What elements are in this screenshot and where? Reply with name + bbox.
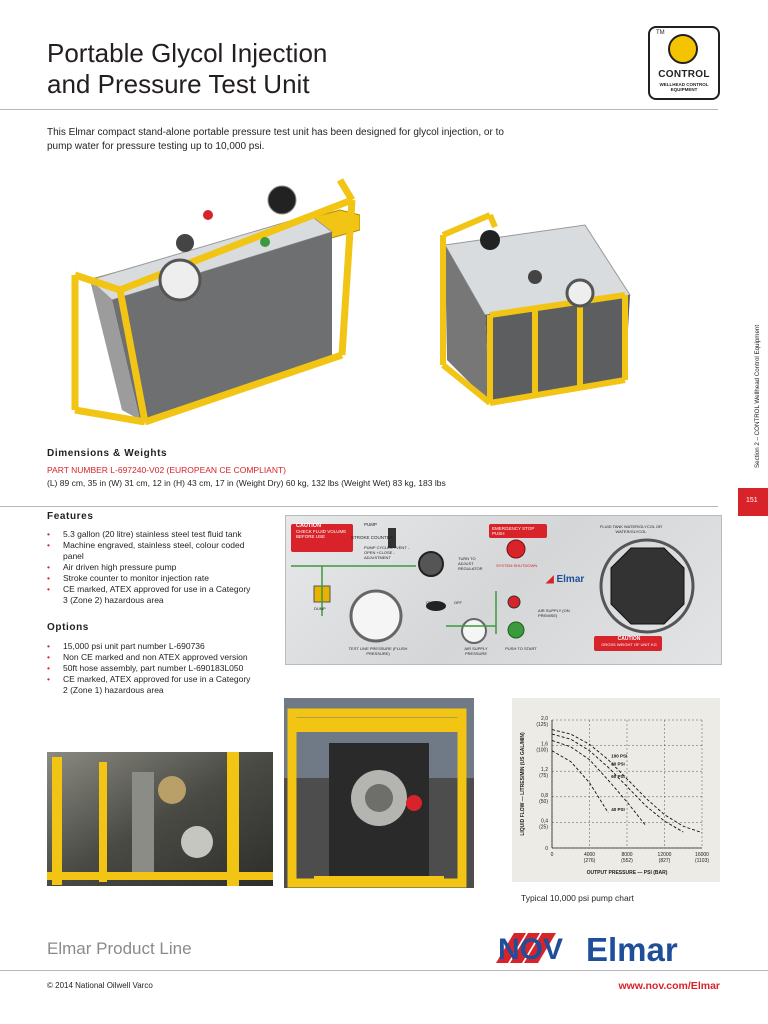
unit-photo-angle (435, 205, 635, 410)
features-heading: Features (47, 511, 94, 522)
y-axis-label: LIQUID FLOW — LITRES/MIN (US GAL/MIN) (520, 732, 526, 836)
footer-divider (0, 970, 768, 971)
list-item: • CE marked, ATEX approved for use in a Category 2 (Zone 1) hazardous area (47, 674, 257, 696)
panel-logo-mark-icon: ◢ (546, 574, 554, 585)
stroke-counter-label: STROKE COUNTER (351, 535, 394, 540)
series-label: 100 PSI (611, 753, 628, 759)
caution-label-2 (596, 637, 662, 647)
dimensions-values: (L) 89 cm, 35 in (W) 31 cm, 12 in (H) 43 cm, 17 in (Weight Dry) 60 kg, 132 lbs (Weight Wet) 83 kg, 183 lbs (47, 478, 446, 488)
test-line-label: TEST LINE PRESSURE (FLUSH PRESSURE) (348, 646, 408, 656)
control-emblem-icon (668, 34, 698, 64)
product-line-title: Elmar Product Line (47, 939, 192, 958)
title-line-2: and Pressure Test Unit (47, 69, 310, 99)
dimensions-heading: Dimensions & Weights (47, 448, 168, 459)
dump-label: DUMP (314, 606, 326, 611)
caution-title: CAUTION (296, 523, 322, 529)
list-item: • Non CE marked and non ATEX approved version (47, 652, 257, 663)
x-tick-label: (827) (658, 858, 671, 864)
fluid-tank-label: FLUID TANK WATER/GLYCOL OR WATER/GLYCOL (599, 524, 663, 534)
internals-photo (47, 752, 273, 886)
caution-body-2: GROSS WEIGHT OF UNIT KG (601, 642, 657, 647)
options-heading: Options (47, 622, 89, 633)
x-tick-label: (552) (621, 858, 633, 864)
control-panel-graphic (285, 515, 722, 665)
x-tick-label: (1103) (694, 858, 710, 864)
y-tick-label: (125) (536, 722, 548, 728)
section-divider (0, 506, 718, 507)
list-item: • 50ft hose assembly, part number L-690183L050 (47, 663, 257, 674)
list-item: • CE marked, ATEX approved for use in a Category 3 (Zone 2) hazardous area (47, 584, 257, 606)
side-label-text: Section 2 – CONTROL Wellhead Control Equipment (754, 324, 761, 468)
page-number-tab (738, 488, 768, 516)
series-label: 80 PSI (611, 761, 625, 767)
series-label: 60 PSI (611, 774, 625, 780)
page-number: 151 (746, 497, 758, 504)
part-number: PART NUMBER L-697240-V02 (EUROPEAN CE COMPLIANT) (47, 465, 287, 475)
y-tick-label: 0,8 (541, 792, 548, 799)
y-tick-label: 1,6 (541, 741, 548, 748)
chart-caption: Typical 10,000 psi pump chart (521, 893, 634, 903)
y-tick-label: 0,4 (541, 818, 548, 825)
unit-photo-front (60, 170, 360, 425)
y-tick-label: (100) (536, 747, 548, 754)
air-supply-label: AIR SUPPLY (ON PREMISE) (538, 608, 570, 618)
x-axis-label: OUTPUT PRESSURE — PSI (BAR) (586, 870, 668, 876)
series-line (552, 734, 683, 832)
page-title (47, 38, 327, 100)
y-tick-label: 1,2 (541, 767, 548, 774)
series-label: 40 PSI (611, 806, 625, 812)
control-logo (648, 26, 720, 100)
website-link[interactable]: www.nov.com/Elmar (618, 980, 720, 992)
options-list (47, 641, 257, 696)
y-tick-label: 2,0 (541, 716, 548, 722)
push-to-start-label: PUSH TO START (505, 646, 537, 651)
pump-chart-svg (512, 698, 720, 882)
air-supply-pressure-label: AIR SUPPLY PRESSURE (464, 646, 488, 656)
caution-label (296, 524, 351, 539)
system-shutdown-label: SYSTEM SHUTDOWN (496, 563, 538, 568)
intro-paragraph: This Elmar compact stand-alone portable pressure test unit has been designed for glycol injection, or to pump water for pressure testing up to 10,000 psi. (47, 127, 504, 152)
section-side-label (742, 300, 761, 470)
y-tick-label: 0 (545, 846, 548, 852)
y-tick-label: (75) (539, 773, 548, 780)
x-tick-label: (276) (583, 858, 596, 864)
pump-cycles-label: PUMP CYCLES +VENT -OPEN +CLOSE -ADJUSTMENT (364, 545, 410, 560)
elmar-wordmark: Elmar (586, 931, 678, 968)
logo-wordmark: CONTROL (658, 69, 710, 80)
list-item: • Air driven high pressure pump (47, 562, 257, 573)
list-item: • Machine engraved, stainless steel, colour coded panel (47, 540, 257, 562)
features-list (47, 529, 257, 606)
x-tick-label: 4000 (583, 852, 596, 858)
pump-chart (512, 698, 720, 882)
y-tick-label: (25) (539, 824, 548, 831)
emergency-stop-label: EMERGENCY STOP PUSH (492, 526, 535, 536)
x-tick-label: 0 (550, 852, 554, 858)
nov-elmar-logo (494, 929, 720, 974)
y-tick-label: (50) (539, 798, 548, 805)
logo-subtitle: WELLHEAD CONTROL EQUIPMENT (659, 82, 709, 92)
x-tick-label: 12000 (657, 852, 672, 858)
on-label: ON (426, 600, 432, 605)
turn-adjust-label: TURN TO ADJUST REGULATOR (458, 556, 483, 571)
x-tick-label: 16000 (695, 852, 709, 858)
brand-logo-svg (494, 929, 720, 969)
list-item: • Stroke counter to monitor injection rate (47, 573, 257, 584)
list-item: • 15,000 psi unit part number L-690736 (47, 641, 257, 652)
logo-tm: TM (656, 30, 665, 36)
nov-wordmark: NOV (498, 933, 564, 966)
caution-body: CHECK FLUID VOLUME BEFORE USE (296, 529, 347, 539)
x-tick-label: 8000 (621, 852, 633, 858)
unit-front-photo (284, 698, 474, 888)
off-label: OFF (454, 600, 462, 605)
header-divider (0, 109, 718, 110)
title-line-1: Portable Glycol Injection (47, 38, 328, 68)
list-item: • 5.3 gallon (20 litre) stainless steel test fluid tank (47, 529, 257, 540)
caution-title-2: CAUTION (617, 636, 641, 642)
panel-elmar-logo (546, 574, 584, 585)
pump-label: PUMP (364, 522, 378, 527)
panel-logo-text: Elmar (556, 574, 585, 585)
copyright: © 2014 National Oilwell Varco (47, 981, 153, 990)
